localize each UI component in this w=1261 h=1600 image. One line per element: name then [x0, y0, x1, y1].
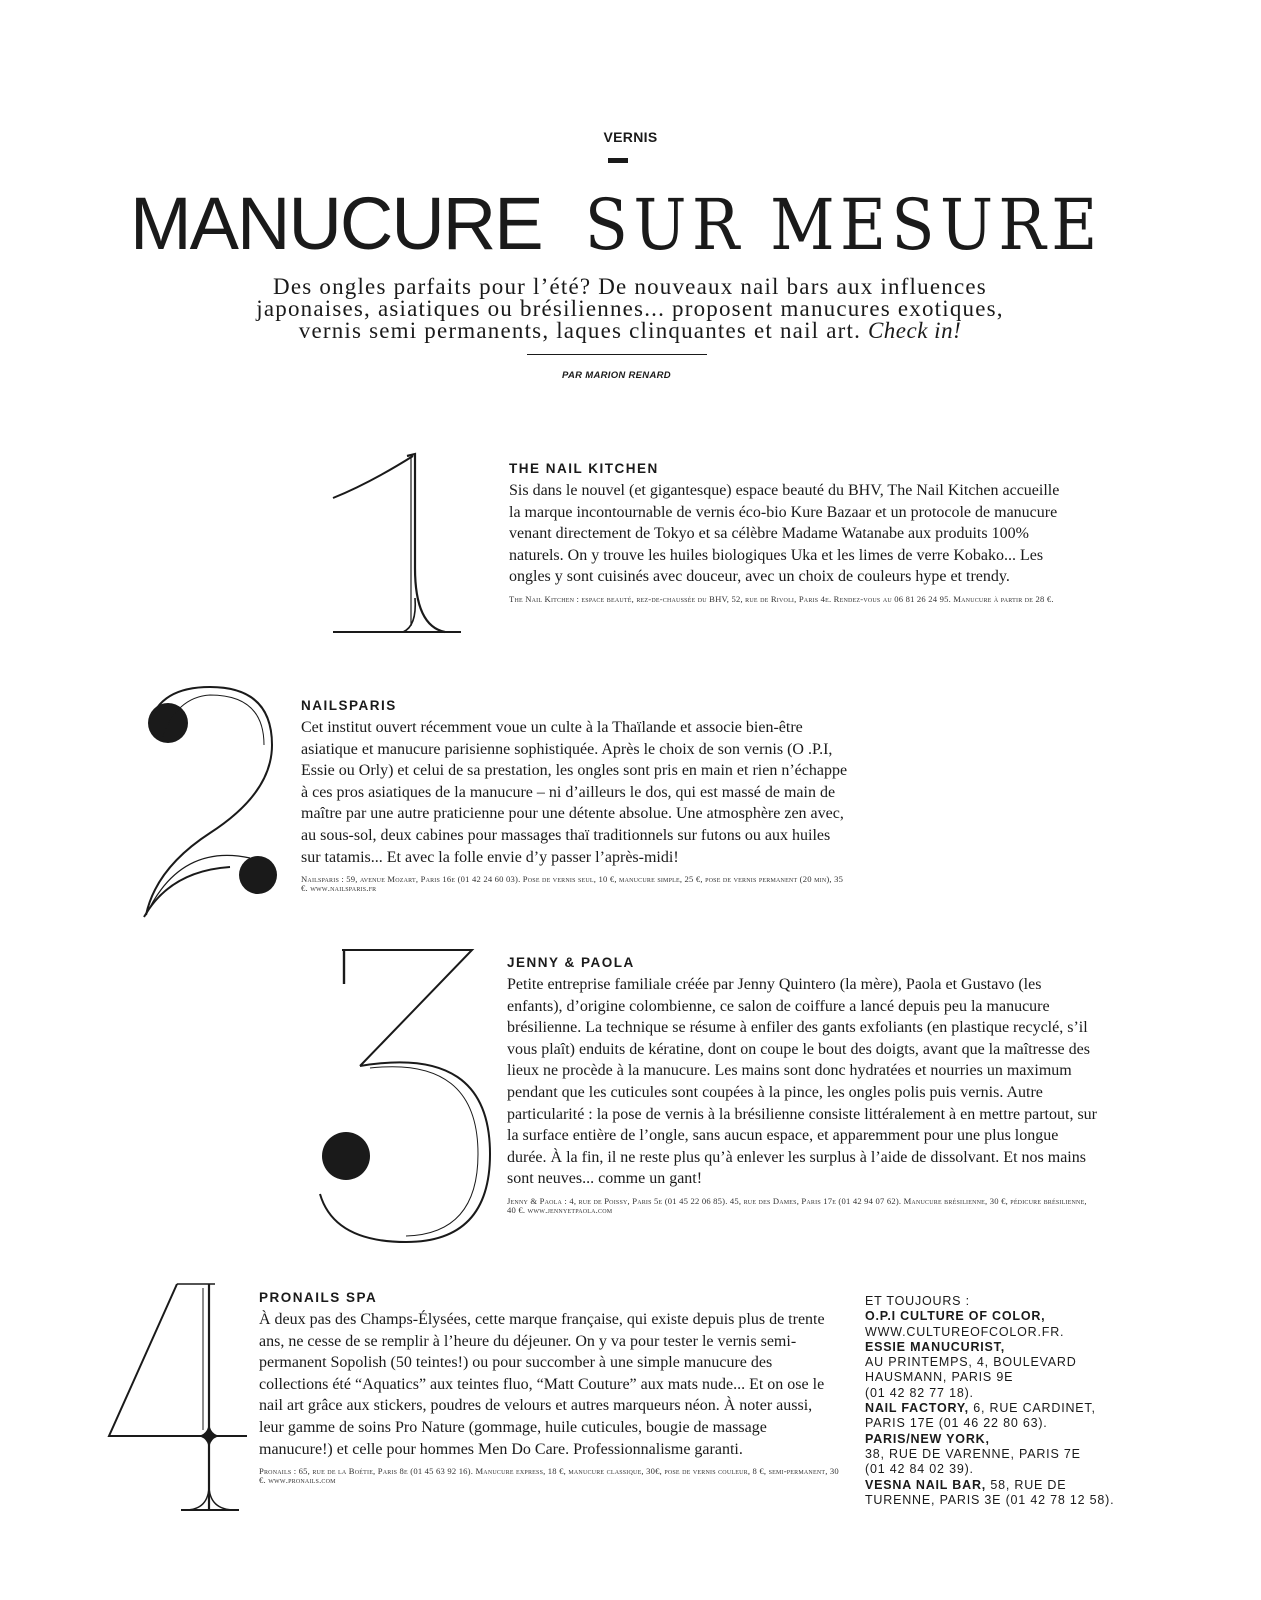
essie-name: ESSIE MANUCURIST, [865, 1339, 1006, 1354]
section-jenny-paola [507, 955, 1097, 1215]
page-title [0, 181, 1261, 266]
rubric-divider [608, 158, 628, 163]
numeral-1-graphic [325, 448, 465, 638]
section-pronails-spa [259, 1290, 841, 1485]
also-listing [865, 1294, 1125, 1508]
nail-factory-name: NAIL FACTORY, [865, 1401, 969, 1416]
paris-new-york-phone: (01 42 84 02 39). [865, 1462, 974, 1477]
numeral-4-graphic [105, 1280, 250, 1515]
paris-new-york-name: PARIS/NEW YORK, [865, 1431, 990, 1446]
numeral-3-graphic [310, 944, 495, 1249]
section-info: Jenny & Paola : 4, rue de Poissy, Paris 5e (01 45 22 06 85). 45, rue des Dames, Paris 17e (01 42 94 07 62). Manucure brésilienne, 30 €, pédicure brésilienne, 40 €. www.jennyetpaola.com [507, 1195, 1087, 1215]
section-body: Petite entreprise familiale créée par Jenny Quintero (la mère), Paola et Gustavo (les enfants), d’origine colombienne, ce salon de coiffure a lancé depuis peu la manucure brésilienne. La technique se résume à enfiler des gants exfoliants (en plastique recyclé, s’il vous plaît) enduits de kératine, dont on coupe le bout des doigts, avant que la maîtresse des lieux ne procède à la manucure. Les mains sont donc hydratées et nourries un maximum pendant que les cuticules sont coupées à la pince, les ongles polis puis vernis. Autre particularité : la pose de vernis à la brésilienne consiste littéralement à en mettre partout, sur la surface entière de l’ongle, sans aucun espace, et apparemment pour une plus longue durée. À la fin, il ne reste plus qu’à enlever les surplus à l’aide de dissolvant. Et nos mains sont neuves... comme un gant! [507, 976, 1097, 1188]
intro-text [190, 276, 1070, 342]
section-title: NAILSPARIS [301, 698, 397, 713]
essie-address-2: HAUSMANN, PARIS 9E [865, 1370, 1014, 1385]
vesna-address-2: TURENNE, PARIS 3E (01 42 78 12 58). [865, 1492, 1115, 1507]
section-title: JENNY & PAOLA [507, 955, 635, 970]
paris-new-york-address: 38, RUE DE VARENNE, PARIS 7E [865, 1446, 1081, 1461]
intro-line-1: Des ongles parfaits pour l’été? De nouveaux nail bars aux influences [273, 274, 987, 299]
title-part-1: MANUCURE [130, 182, 542, 265]
intro-line-2: japonaises, asiatiques ou brésiliennes... proposent manucures exotiques, [256, 296, 1004, 321]
section-body: Sis dans le nouvel (et gigantesque) espace beauté du BHV, The Nail Kitchen accueille la marque incontournable de vernis éco-bio Kure Bazaar et un protocole de manucure venant directement de Tokyo et sa célèbre Madame Watanabe aux produits 100% naturels. On y trouve les huiles biologiques Uka et les limes de verre Kobako... Les ongles y sont cuisinés avec douceur, avec un choix de couleurs hype et trendy. [509, 482, 1060, 586]
byline: PAR MARION RENARD [562, 370, 671, 381]
intro-line-3: vernis semi permanents, laques clinquantes et nail art. [298, 318, 862, 343]
intro-divider [527, 354, 707, 355]
nail-factory-address-2: PARIS 17E (01 46 22 80 63). [865, 1416, 1048, 1431]
section-the-nail-kitchen [509, 461, 1061, 604]
section-body: À deux pas des Champs-Élysées, cette marque française, qui existe depuis plus de trente ans, ne cesse de se remplir à l’heure du déjeuner. On y va pour tester le vernis semi-permanent Sopolish (50 teintes!) ou pour succomber à une simple manucure des collections été “Aquatics” aux teintes fluo, “Matt Couture” aux mats nude... Et on ose le nail art grâce aux stickers, poudres de velours et autres marqueurs néon. À noter aussi, leur gamme de soins Pro Nature (gommage, huile cuticules, bougie de massage manucure!) et celle pour hommes Men Do Care. Professionnalisme garanti. [259, 1311, 825, 1458]
opi-website: WWW.CULTUREOFCOLOR.FR. [865, 1324, 1065, 1339]
numeral-2-graphic [140, 683, 285, 923]
title-part-2: SUR MESURE [584, 184, 1103, 266]
vesna-address-1: 58, RUE DE [986, 1477, 1067, 1492]
section-title: PRONAILS SPA [259, 1290, 378, 1305]
intro-check-in: Check in! [867, 318, 962, 343]
nail-factory-address-1: 6, RUE CARDINET, [968, 1401, 1096, 1416]
section-body: Cet institut ouvert récemment voue un culte à la Thaïlande et associe bien-être asiatique et manucure parisienne sophistiquée. Après le choix de son vernis (O .P.I, Essie ou Orly) et celui de sa prestation, les ongles sont pris en main et rien n’échappe à ces pros asiatiques de la manucure – ni d’ailleurs le dos, qui est massé de main de maître par une autre praticienne pour une détente absolue. Une atmosphère zen avec, au sous-sol, deux cabines pour massages thaï traditionnels sur futons ou aux huiles sur tatamis... Et avec la folle envie d’y passer l’après-midi! [301, 719, 848, 866]
section-info: Pronails : 65, rue de la Boétie, Paris 8e (01 45 63 92 16). Manucure express, 18 €, manucure classique, 30€, pose de vernis couleur, 8 €, semi-permanent, 30 €. www.pronails.com [259, 1466, 839, 1486]
opi-name: O.P.I CULTURE OF COLOR, [865, 1309, 1046, 1324]
essie-address-1: AU PRINTEMPS, 4, BOULEVARD [865, 1355, 1077, 1370]
vesna-name: VESNA NAIL BAR, [865, 1477, 987, 1492]
section-rubric: VERNIS [603, 129, 658, 145]
section-title: THE NAIL KITCHEN [509, 461, 659, 476]
section-nailsparis [301, 698, 849, 893]
section-info: Nailsparis : 59, avenue Mozart, Paris 16e (01 42 24 60 03). Pose de vernis seul, 10 €, manucure simple, 25 €, pose de vernis permanent (20 min), 35 €. www.nailsparis.fr [301, 874, 844, 894]
also-heading: ET TOUJOURS : [865, 1294, 970, 1308]
section-info: The Nail Kitchen : espace beauté, rez-de-chaussée du BHV, 52, rue de Rivoli, Paris 4e. Rendez-vous au 06 81 26 24 95. Manucure à partir de 28 €. [509, 593, 1054, 604]
essie-phone: (01 42 82 77 18). [865, 1385, 974, 1400]
